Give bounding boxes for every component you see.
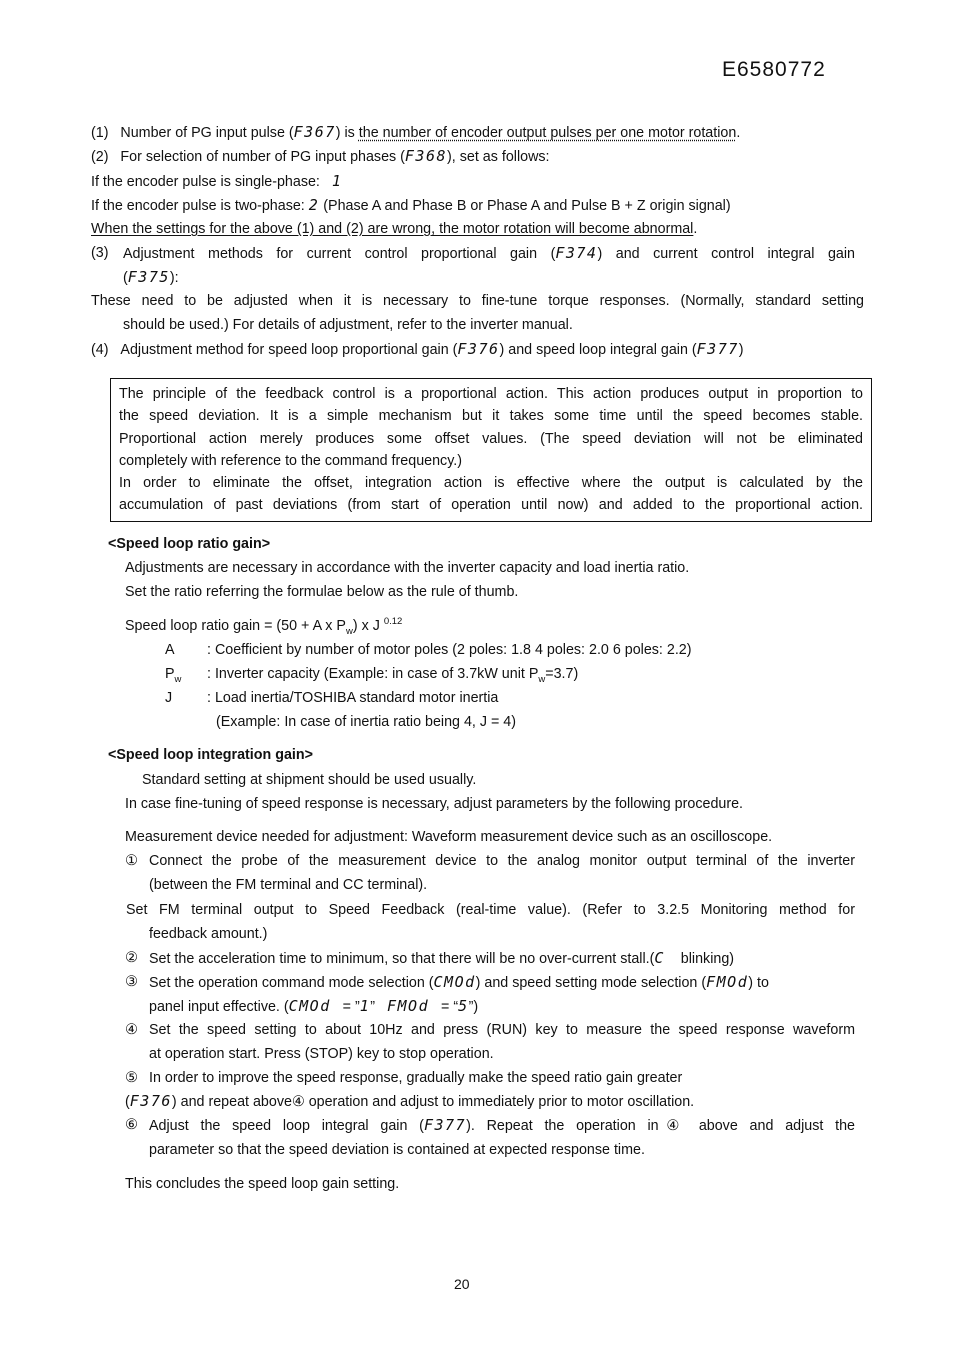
two-phase-code: 2 [308, 196, 320, 214]
step-4-line-1: Set the speed setting to about 10Hz and press (RUN) key to measure the speed response waveform [149, 1022, 855, 1038]
integration-gain-line-3: Measurement device needed for adjustment: Waveform measurement device such as an oscilloscope. [125, 829, 773, 845]
parameter-code-f375: F375 [127, 268, 170, 286]
ratio-gain-line-2: Set the ratio referring the formulae below as the rule of thumb. [125, 584, 519, 600]
step-1-line-1: Connect the probe of the measurement device to the analog monitor output terminal of the inverter [149, 853, 855, 869]
integration-gain-line-2: In case fine-tuning of speed response is necessary, adjust parameters by the following procedure. [125, 796, 744, 812]
fmod-value: 5 [458, 997, 469, 1015]
document-id: E6580772 [722, 58, 826, 81]
ratio-gain-line-1: Adjustments are necessary in accordance with the inverter capacity and load inertia ratio. [125, 560, 690, 576]
step-3-line-2-e: ”) [468, 999, 479, 1015]
conclusion: This concludes the speed loop gain setting. [125, 1176, 400, 1192]
def-a-key: A [165, 642, 175, 658]
ratio-gain-heading: <Speed loop ratio gain> [108, 536, 271, 552]
parameter-code-f368: F368 [404, 147, 448, 165]
item-3-number: (3) [91, 245, 109, 261]
parameter-code-f376: F376 [457, 340, 500, 358]
step-2-text-a: Set the acceleration time to minimum, so that there will be no over-current stall.( [149, 951, 655, 967]
step-5-line-2 [125, 1091, 694, 1112]
def-p-key [165, 664, 181, 684]
step-6-number: ⑥ [125, 1117, 138, 1133]
step-5-line-2-a: ( [125, 1094, 130, 1110]
item-1-number: (1) [91, 125, 109, 141]
box-line-6: accumulation of past deviations (from start of operation until now) and added to the proportional action. [119, 497, 863, 514]
single-phase-line [91, 171, 342, 192]
step-4-line-2: at operation start. Press (STOP) key to stop operation. [149, 1046, 494, 1062]
def-p-subscript: w [174, 673, 182, 685]
formula-subscript: w [345, 625, 353, 637]
def-j-text: : Load inertia/TOSHIBA standard motor inertia [207, 690, 499, 706]
two-phase-text: If the encoder pulse is two-phase: [91, 198, 305, 214]
step-3-line-2-a: panel input effective. ( [149, 999, 289, 1015]
step-1-number: ① [125, 853, 138, 869]
warning-tail: . [693, 221, 698, 237]
step-1-line-2: (between the FM terminal and CC terminal). [149, 877, 428, 893]
ratio-gain-formula [125, 616, 402, 636]
box-line-4: completely with reference to the command frequency.) [119, 452, 463, 469]
step-5-line-1: In order to improve the speed response, gradually make the speed ratio gain greater [149, 1070, 683, 1086]
step-3-text-a: Set the operation command mode selection ( [149, 975, 434, 991]
warning-underlined: When the settings for the above (1) and (2) are wrong, the motor rotation will become abnormal [91, 221, 694, 237]
item-2-text: For selection of number of PG input phases ( [120, 149, 405, 165]
step-4-number: ④ [125, 1022, 138, 1038]
item-3-line-2 [123, 267, 179, 288]
step-5-line-2-b: ) and repeat above④ operation and adjust to immediately prior to motor oscillation. [171, 1094, 695, 1110]
formula-part-b: ) x J [352, 618, 384, 634]
step-3-line-2 [149, 996, 478, 1017]
step-6-line-1 [149, 1115, 855, 1136]
item-3-text-b: ) and current control integral gain [597, 246, 855, 262]
box-line-2: the speed deviation. It is a simple mechanism but it takes some time until the speed becomes stable. [119, 408, 863, 425]
def-p-text-subscript: w [538, 673, 546, 685]
formula-exponent: 0.12 [383, 616, 403, 628]
parameter-code-cmod-2: CMOd [288, 997, 331, 1015]
step-6-text-a: Adjust the speed loop integral gain ( [149, 1118, 424, 1134]
def-p-text [207, 664, 578, 684]
item-3-line-2-close: ): [169, 270, 179, 286]
item-3-note-line-1: These need to be adjusted when it is necessary to fine-tune torque responses. (Normally, standard setting [91, 293, 864, 309]
integration-gain-line-1: Standard setting at shipment should be used usually. [142, 772, 477, 788]
item-3-line-2-open: ( [123, 270, 128, 286]
parameter-code-f377-2: F377 [423, 1116, 467, 1134]
step-3-number: ③ [125, 974, 138, 990]
two-phase-line [91, 195, 731, 216]
item-2-number: (2) [91, 149, 109, 165]
item-4-text-b: ) and speed loop integral gain ( [499, 342, 697, 358]
item-4-number: (4) [91, 342, 109, 358]
integration-gain-heading: <Speed loop integration gain> [108, 747, 313, 763]
item-3-line-1 [123, 243, 855, 264]
item-3-note-line-2: should be used.) For details of adjustment, refer to the inverter manual. [123, 317, 573, 333]
step-3-line-1 [149, 972, 769, 993]
page-number: 20 [454, 1276, 470, 1292]
item-2-text-b: ), set as follows: [447, 149, 550, 165]
formula-part-a: Speed loop ratio gain = (50 + A x P [125, 618, 346, 634]
box-line-3: Proportional action merely produces some offset values. (The speed deviation will not be eliminated [119, 430, 863, 447]
parameter-code-f374: F374 [555, 244, 598, 262]
def-j-key: J [165, 690, 173, 706]
def-p-text-b: =3.7) [545, 666, 579, 682]
step-2-number: ② [125, 950, 138, 966]
item-1-text-c: . [736, 125, 741, 141]
step-3-text-b: ) and speed setting mode selection ( [475, 975, 707, 991]
feedback-principle-box [110, 378, 872, 522]
step-6-line-2: parameter so that the speed deviation is contained at expected response time. [149, 1142, 645, 1158]
warning-line [91, 219, 697, 239]
def-p-letter: P [165, 666, 175, 682]
item-1-text-b: ) is [335, 125, 359, 141]
parameter-code-f367: F367 [293, 123, 336, 141]
item-1 [91, 122, 740, 143]
single-phase-code: 1 [331, 172, 343, 190]
step-3-line-2-d: = “ [441, 999, 459, 1015]
step-3-line-2-b: = ” [342, 999, 360, 1015]
parameter-code-fmod: FMOd [706, 973, 749, 991]
step-3-text-c: ) to [748, 975, 769, 991]
def-j-example: (Example: In case of inertia ratio being 4, J = 4) [216, 714, 516, 730]
item-4 [91, 339, 744, 360]
item-1-underlined-text: the number of encoder output pulses per one motor rotation [358, 125, 737, 141]
parameter-code-f376-2: F376 [129, 1092, 172, 1110]
step-2-line [149, 948, 734, 969]
two-phase-tail: (Phase A and Phase B or Phase A and Pulse B + Z origin signal) [323, 198, 731, 214]
def-a-text: : Coefficient by number of motor poles (2 poles: 1.8 4 poles: 2.0 6 poles: 2.2) [207, 642, 692, 658]
parameter-code-f377: F377 [696, 340, 739, 358]
box-line-1: The principle of the feedback control is a proportional action. This action produces output in proportion to [119, 386, 863, 402]
item-4-text-c: ) [738, 342, 744, 358]
item-2 [91, 146, 550, 167]
item-4-text-a: Adjustment method for speed loop proportional gain ( [120, 342, 458, 358]
stall-indicator-code: C [654, 949, 665, 967]
cmod-value: 1 [359, 997, 371, 1015]
single-phase-text: If the encoder pulse is single-phase: [91, 174, 320, 190]
step-6-text-b: ). Repeat the operation in④ above and adjust the [466, 1118, 855, 1134]
step-1b-line-2: feedback amount.) [149, 926, 268, 942]
step-2-text-b: blinking) [680, 951, 735, 967]
parameter-code-cmod: CMOd [433, 973, 476, 991]
item-1-text: Number of PG input pulse ( [120, 125, 294, 141]
def-p-text-a: : Inverter capacity (Example: in case of 3.7kW unit P [207, 666, 539, 682]
step-3-line-2-c: ” [370, 999, 376, 1015]
box-line-5: In order to eliminate the offset, integration action is effective where the output is calculated by the [119, 475, 863, 492]
step-1b-line-1: Set FM terminal output to Speed Feedback (real-time value). (Refer to 3.2.5 Monitoring method for [126, 902, 855, 918]
item-3-text-a: Adjustment methods for current control proportional gain ( [123, 246, 556, 262]
parameter-code-fmod-2: FMOd [386, 997, 430, 1015]
step-5-number: ⑤ [125, 1070, 138, 1086]
